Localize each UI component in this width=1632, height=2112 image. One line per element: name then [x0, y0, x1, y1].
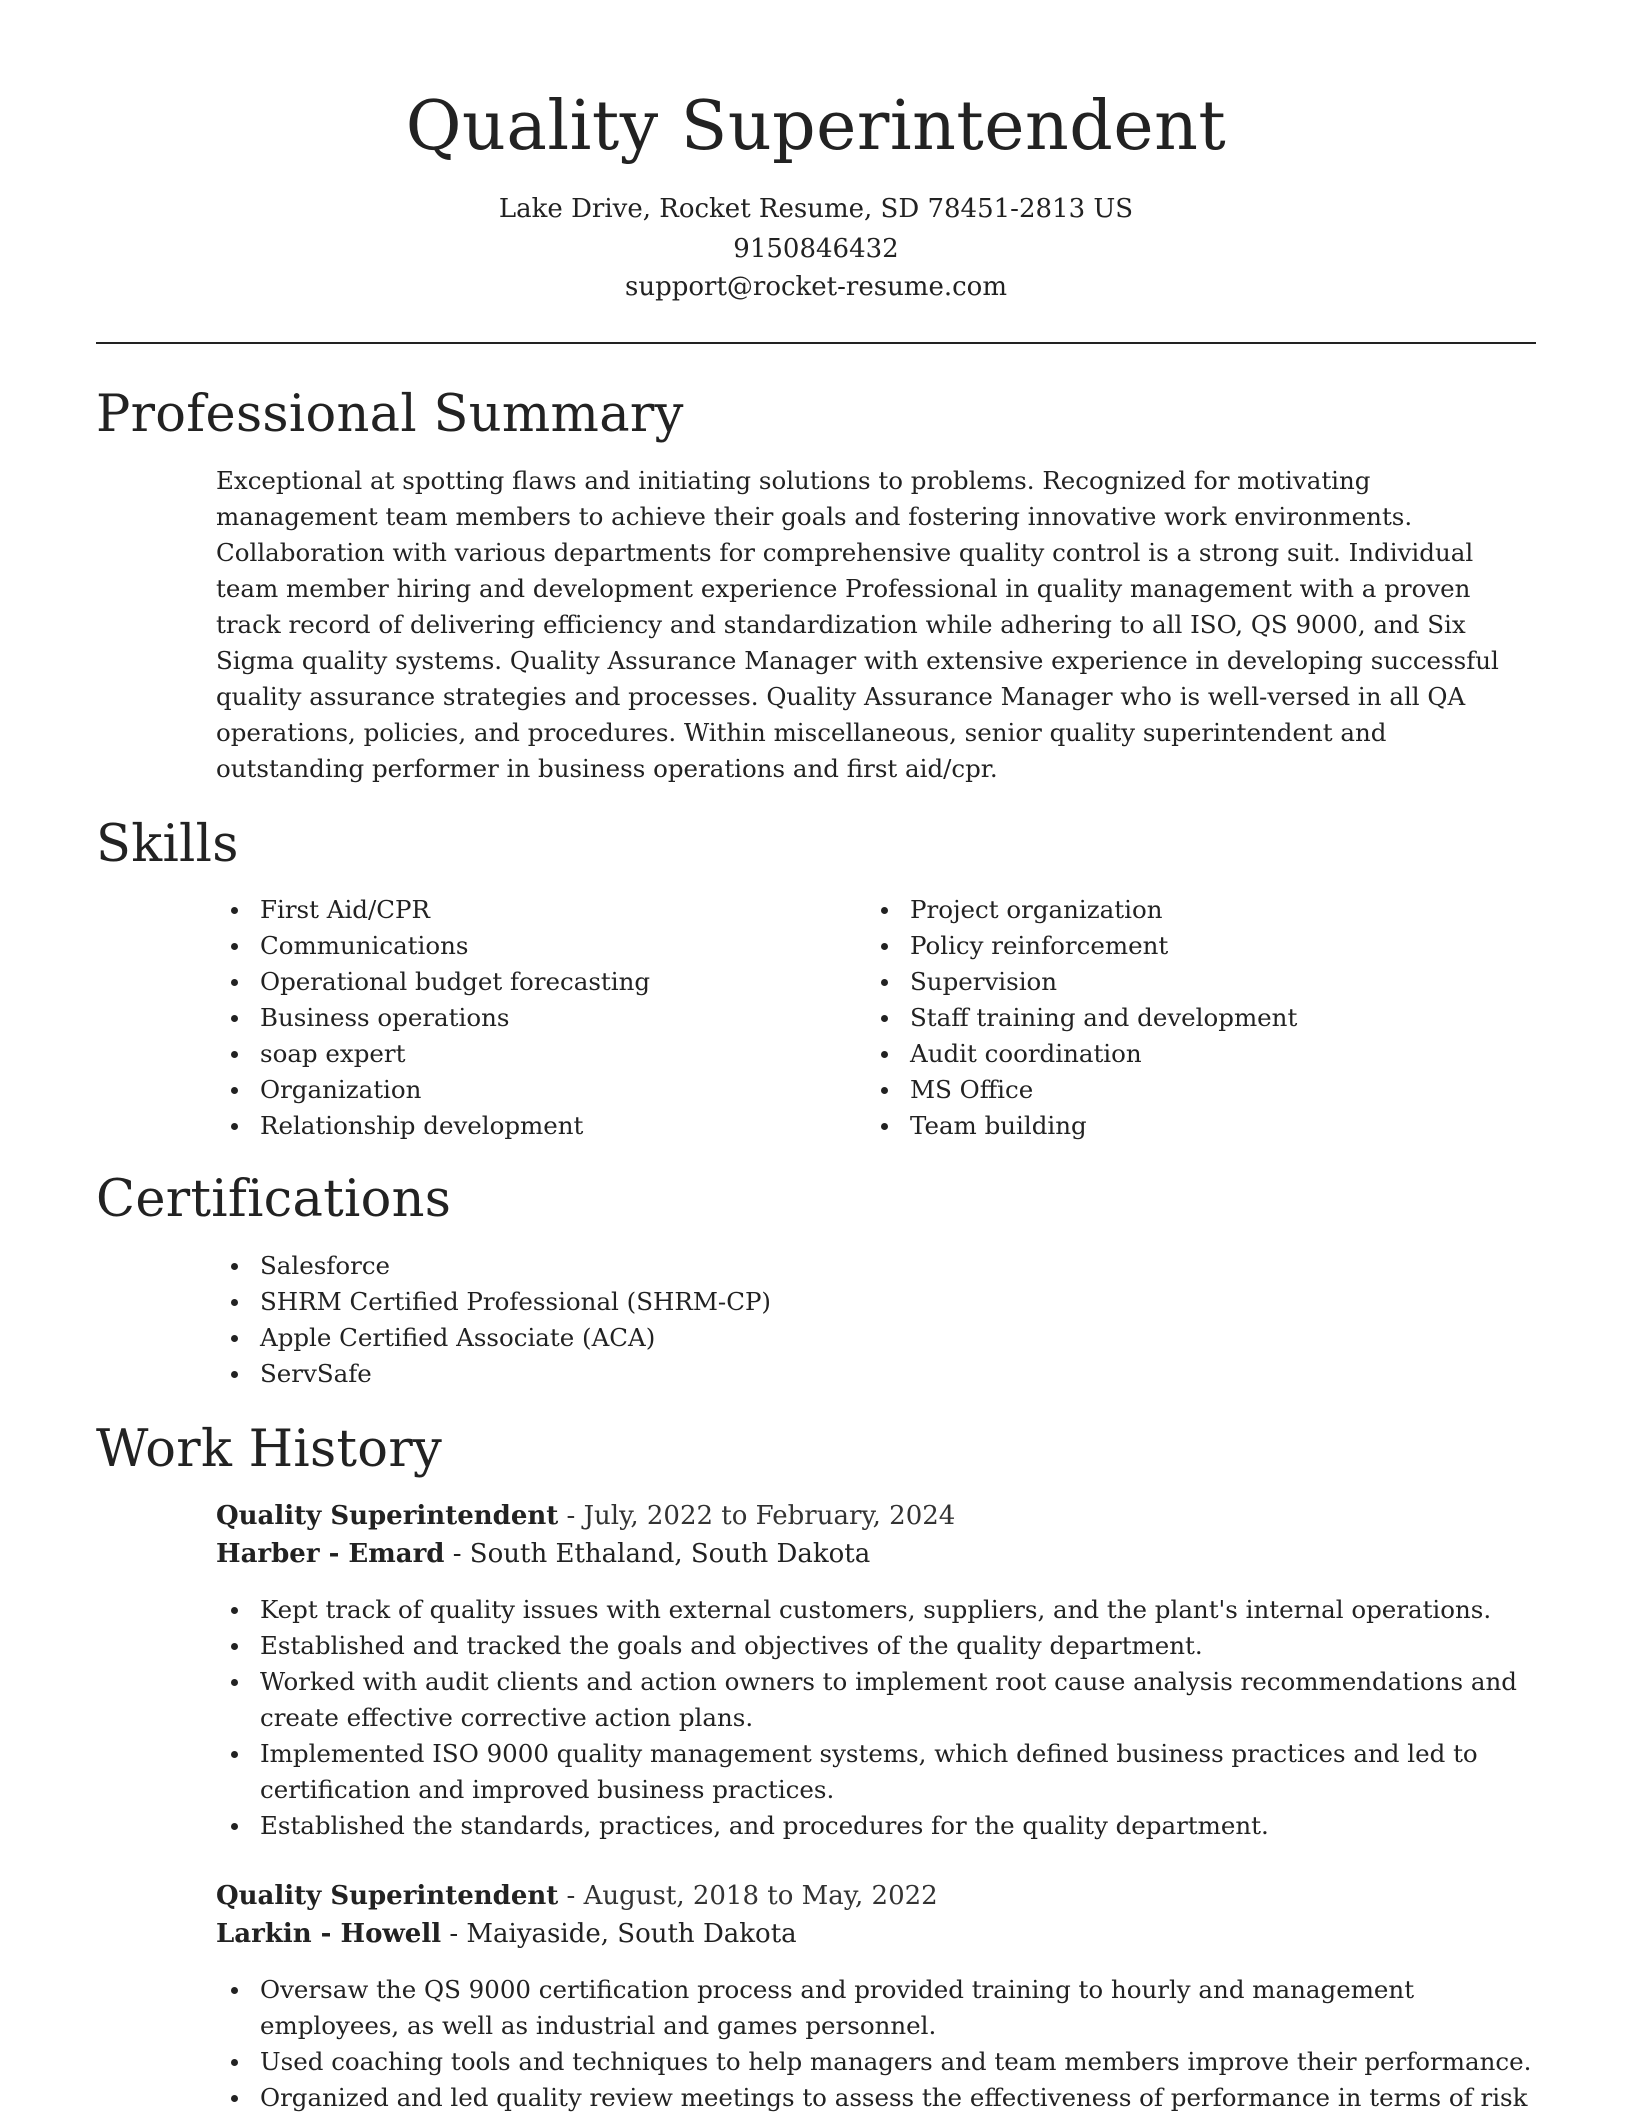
job-bullet: Established and tracked the goals and objectives of the quality department.: [216, 1628, 1538, 1664]
skill-item: Business operations: [216, 1000, 836, 1036]
job-bullet: Kept track of quality issues with external customers, suppliers, and the plant's internal operations.: [216, 1592, 1538, 1628]
job-title: Quality Superintendent: [216, 1881, 559, 1911]
skill-item: soap expert: [216, 1036, 836, 1072]
skill-item: Staff training and development: [866, 1000, 1486, 1036]
certification-item: Salesforce: [216, 1248, 1016, 1284]
address: Lake Drive, Rocket Resume, SD 78451-2813 US: [498, 194, 1134, 224]
job-title: Quality Superintendent: [216, 1501, 559, 1531]
job-bullet: Established the standards, practices, and procedures for the quality department.: [216, 1808, 1538, 1844]
job-bullet: Worked with audit clients and action owners to implement root cause analysis recommendations and create effective corrective action plans.: [216, 1664, 1538, 1736]
job-bullet: Oversaw the QS 9000 certification process and provided training to hourly and management employees, as well as industrial and games personnel.: [216, 1972, 1538, 2044]
company-name: Larkin - Howell: [216, 1919, 442, 1949]
skill-item: Team building: [866, 1108, 1486, 1144]
phone-number: 9150846432: [733, 234, 899, 264]
job-dates: - August, 2018 to May, 2022: [558, 1881, 938, 1911]
skill-item: Project organization: [866, 892, 1486, 928]
candidate-name: Quality Superintendent: [405, 87, 1227, 166]
company-name: Harber - Emard: [216, 1539, 445, 1569]
section-title-work-history: Work History: [96, 1420, 443, 1479]
skill-item: Relationship development: [216, 1108, 836, 1144]
job-heading: [216, 1497, 955, 1535]
job-bullets: [216, 1592, 1538, 1844]
skills-list-left: [216, 892, 836, 1144]
header-divider: [96, 342, 1536, 344]
skill-item: Communications: [216, 928, 836, 964]
job-bullet: Used coaching tools and techniques to help managers and team members improve their performance.: [216, 2044, 1538, 2080]
job-dates: - July, 2022 to February, 2024: [558, 1501, 956, 1531]
section-title-summary: Professional Summary: [96, 385, 684, 444]
job-employer: [216, 1535, 870, 1573]
summary-paragraph: Exceptional at spotting flaws and initiating solutions to problems. Recognized for motivating management team members to achieve their goals and fostering innovative work environments. Collaboration with various departments for comprehensive quality control is a strong suit. Individual team member hiring and development experience Professional in quality management with a proven track record of delivering efficiency and standardization while adhering to all ISO, QS 9000, and Six Sigma quality systems. Quality Assurance Manager with extensive experience in developing successful quality assurance strategies and processes. Quality Assurance Manager who is well-versed in all QA operations, policies, and procedures. Within miscellaneous, senior quality superintendent and outstanding performer in business operations and first aid/cpr.: [216, 466, 1499, 783]
skill-item: Audit coordination: [866, 1036, 1486, 1072]
skill-item: Operational budget forecasting: [216, 964, 836, 1000]
certification-item: SHRM Certified Professional (SHRM-CP): [216, 1284, 1016, 1320]
skill-item: Organization: [216, 1072, 836, 1108]
certification-item: Apple Certified Associate (ACA): [216, 1320, 1016, 1356]
section-title-skills: Skills: [96, 815, 239, 874]
skill-item: Policy reinforcement: [866, 928, 1486, 964]
job-location: - South Ethaland, South Dakota: [444, 1539, 871, 1569]
skill-item: Supervision: [866, 964, 1486, 1000]
skill-item: First Aid/CPR: [216, 892, 836, 928]
section-title-certifications: Certifications: [96, 1170, 452, 1229]
job-bullets: [216, 1972, 1538, 2112]
skill-item: MS Office: [866, 1072, 1486, 1108]
job-bullet: Organized and led quality review meetings to assess the effectiveness of performance in terms of risk: [216, 2080, 1538, 2112]
job-employer: [216, 1915, 797, 1953]
job-location: - Maiyaside, South Dakota: [441, 1919, 797, 1949]
email-address[interactable]: support@rocket-resume.com: [624, 272, 1007, 302]
skills-list-right: [866, 892, 1486, 1144]
certifications-list: [216, 1248, 1016, 1392]
job-bullet: Implemented ISO 9000 quality management systems, which defined business practices and led to certification and improved business practices.: [216, 1736, 1538, 1808]
certification-item: ServSafe: [216, 1356, 1016, 1392]
job-heading: [216, 1877, 938, 1915]
